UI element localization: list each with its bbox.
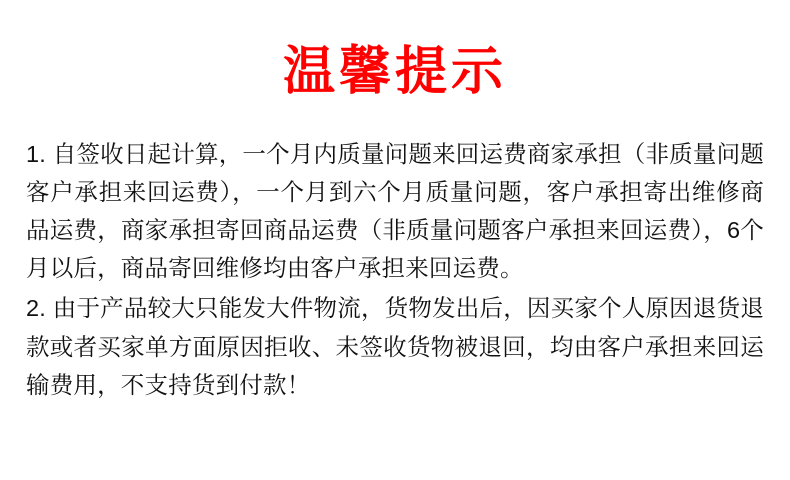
page-title: 温馨提示 — [282, 43, 507, 101]
notice-item-2: 2. 由于产品较大只能发大件物流，货物发出后，因买家个人原因退货退款或者买家单方面原因拒收、未签收货物被退回，均由客户承担来回运输费用，不支持货到付款！ — [26, 295, 764, 398]
notice-item-1: 1. 自签收日起计算，一个月内质量问题来回运费商家承担（非质量问题客户承担来回运费），一个月到六个月质量问题，客户承担寄出维修商品运费，商家承担寄回商品运费（非质量问题客户承担来回运费），6个月以后，商品寄回维修均由客户承担来回运费。 — [26, 141, 764, 282]
notice-body — [26, 135, 764, 403]
